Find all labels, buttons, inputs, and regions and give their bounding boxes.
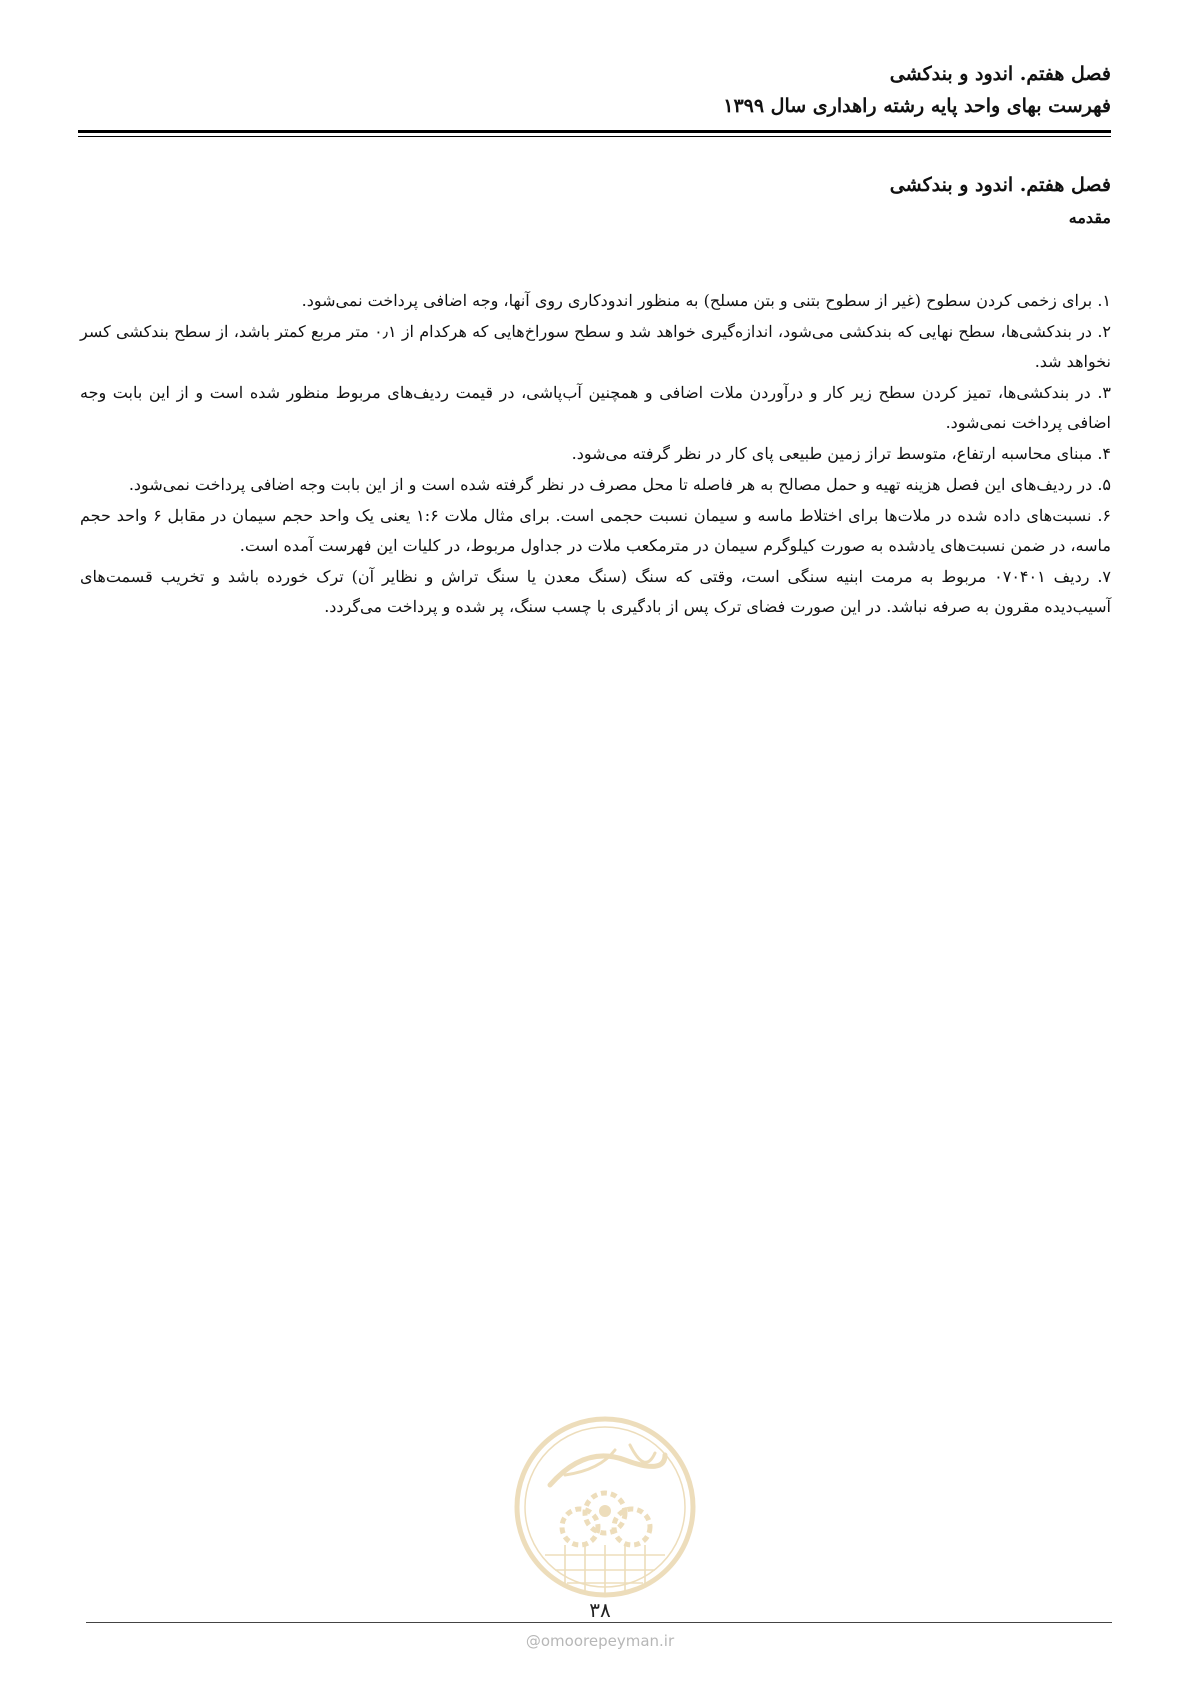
paragraph-1: ۱. برای زخمی کردن سطوح (غیر از سطوح بتنی و بتن مسلح) به منظور اندودکاری روی آنها، وجه اضافی پرداخت نمی‌شود. — [301, 291, 1111, 310]
section-title: فصل هفتم. اندود و بندکشی — [889, 174, 1111, 196]
header-rule-thick — [78, 130, 1111, 133]
footer-site-watermark: @omoorepeyman.ir — [525, 1632, 675, 1650]
watermark-logo-icon — [505, 1415, 705, 1605]
watermark-logo — [505, 1415, 705, 1605]
paragraph-3: ۳. در بندکشی‌ها، تمیز کردن سطح زیر کار و درآوردن ملات اضافی و همچنین آب‌پاشی، در قیمت ردیف‌های مربوط منظور شده است و از این بابت وجه اضافی پرداخت نمی‌شود. — [80, 383, 1111, 432]
page-number: ۳۸ — [589, 1598, 611, 1622]
section-heading — [890, 168, 1111, 234]
paragraph-6: ۶. نسبت‌های داده شده در ملات‌ها برای اختلاط ماسه و سیمان نسبت حجمی است. برای مثال ملات ۱:۶ یعنی یک واحد حجم سیمان در مقابل ۶ واحد حجم ماسه، در ضمن نسبت‌های یادشده به صورت کیلوگرم سیمان در مترمکعب ملات در جداول مربوط، در کلیات این فهرست آمده است. — [80, 506, 1112, 555]
paragraph-7: ۷. ردیف ۰۷۰۴۰۱ مربوط به مرمت ابنیه سنگی است، وقتی که سنگ (سنگ معدن یا سنگ تراش و نظایر آن) ترک خورده باشد و تخریب قسمت‌های آسیب‌دیده مقرون به صرفه نباشد. در این صورت فضای ترک پس از بادگیری با چسب سنگ، پر شده و پرداخت می‌گردد. — [80, 567, 1112, 616]
document-body — [80, 286, 1111, 623]
section-subtitle: مقدمه — [1068, 208, 1111, 227]
price-list-title-header: فهرست بهای واحد پایه رشته راهداری سال ۱۳۹۹ — [723, 95, 1111, 117]
header-rule-thin — [78, 136, 1111, 137]
page-header — [80, 58, 1111, 122]
paragraph-2: ۲. در بندکشی‌ها، سطح نهایی که بندکشی می‌شود، اندازه‌گیری خواهد شد و سطح سوراخ‌هایی که هرکدام از ۰٫۱ متر مربع کمتر باشد، از سطح بندکشی کسر نخواهد شد. — [80, 322, 1111, 371]
paragraph-5: ۵. در ردیف‌های این فصل هزینه تهیه و حمل مصالح به هر فاصله تا محل مصرف در نظر گرفته شده است و از این بابت وجه اضافی پرداخت نمی‌شود. — [128, 475, 1111, 494]
paragraph-4: ۴. مبنای محاسبه ارتفاع، متوسط تراز زمین طبیعی پای کار در نظر گرفته می‌شود. — [571, 444, 1111, 463]
footer-rule — [86, 1622, 1112, 1623]
chapter-title-header: فصل هفتم. اندود و بندکشی — [889, 63, 1111, 85]
